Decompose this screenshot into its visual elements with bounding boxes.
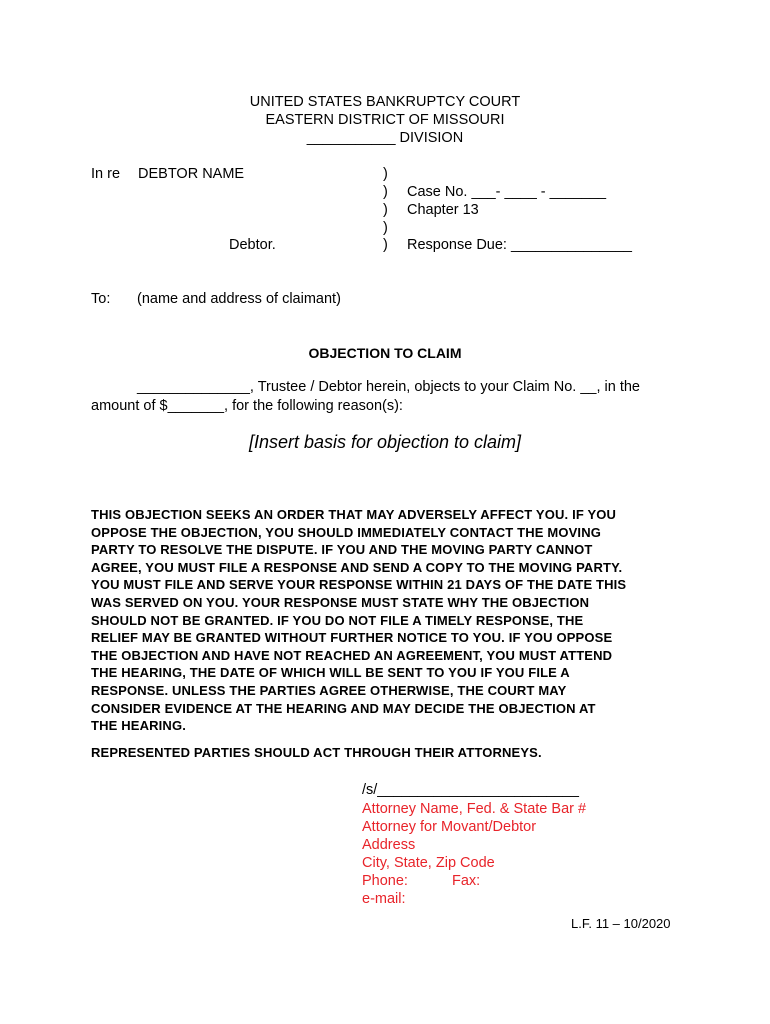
caption-paren: ) — [383, 237, 388, 253]
caption-paren: ) — [383, 202, 388, 218]
notice-line: THE HEARING. — [91, 718, 186, 734]
notice-line: THE OBJECTION AND HAVE NOT REACHED AN AGREEMENT, YOU MUST ATTEND — [91, 647, 613, 663]
in-re-label: In re — [91, 166, 121, 182]
debtor-name: DEBTOR NAME — [138, 166, 245, 182]
court-district: EASTERN DISTRICT OF MISSOURI — [265, 112, 505, 128]
caption-paren: ) — [383, 184, 388, 200]
to-label: To: — [91, 291, 111, 307]
notice-line: RELIEF MAY BE GRANTED WITHOUT FURTHER NOTICE TO YOU. IF YOU OPPOSE — [91, 630, 613, 646]
court-name: UNITED STATES BANKRUPTCY COURT — [249, 94, 521, 110]
represented-parties-note: REPRESENTED PARTIES SHOULD ACT THROUGH THEIR ATTORNEYS. — [91, 745, 542, 760]
notice-line: OPPOSE THE OBJECTION, YOU SHOULD IMMEDIATELY CONTACT THE MOVING — [91, 524, 601, 540]
debtor-label: Debtor. — [229, 237, 276, 253]
attorney-fax: Fax: — [452, 873, 481, 889]
court-division: ___________ DIVISION — [306, 130, 464, 146]
attorney-phone: Phone: — [362, 873, 408, 889]
attorney-city-state-zip: City, State, Zip Code — [362, 855, 495, 871]
chapter: Chapter 13 — [407, 202, 479, 218]
objection-body-line2: amount of $_______, for the following reason(s): — [91, 398, 403, 414]
form-number: L.F. 11 – 10/2020 — [571, 916, 671, 931]
objection-basis-placeholder: [Insert basis for objection to claim] — [248, 432, 522, 452]
notice-paragraph — [91, 506, 691, 735]
attorney-name: Attorney Name, Fed. & State Bar # — [362, 801, 587, 817]
notice-line: RESPONSE. UNLESS THE PARTIES AGREE OTHERWISE, THE COURT MAY — [91, 682, 567, 698]
caption-paren: ) — [383, 220, 388, 236]
response-due: Response Due: _______________ — [407, 237, 632, 253]
case-number: Case No. ___- ____ - _______ — [407, 184, 607, 200]
attorney-email: e-mail: — [362, 891, 406, 907]
attorney-address: Address — [362, 837, 416, 853]
signature-line: /s/_________________________ — [362, 782, 579, 798]
claimant-name-address: (name and address of claimant) — [137, 291, 341, 307]
notice-line: THIS OBJECTION SEEKS AN ORDER THAT MAY ADVERSELY AFFECT YOU. IF YOU — [91, 507, 617, 522]
document-title: OBJECTION TO CLAIM — [308, 345, 462, 361]
notice-line: THE HEARING, THE DATE OF WHICH WILL BE SENT TO YOU IF YOU FILE A — [91, 665, 570, 681]
notice-line: SHOULD NOT BE GRANTED. IF YOU DO NOT FILE A TIMELY RESPONSE, THE — [91, 612, 584, 628]
notice-line: AGREE, YOU MUST FILE A RESPONSE AND SEND A COPY TO THE MOVING PARTY. — [91, 559, 623, 575]
caption-paren: ) — [383, 166, 388, 182]
attorney-for: Attorney for Movant/Debtor — [362, 819, 537, 835]
notice-line: PARTY TO RESOLVE THE DISPUTE. IF YOU AND THE MOVING PARTY CANNOT — [91, 542, 593, 558]
notice-line: WAS SERVED ON YOU. YOUR RESPONSE MUST STATE WHY THE OBJECTION — [91, 594, 590, 610]
notice-line: CONSIDER EVIDENCE AT THE HEARING AND MAY DECIDE THE OBJECTION AT — [91, 700, 596, 716]
objection-body-line1: ______________, Trustee / Debtor herein, objects to your Claim No. __, in the — [137, 379, 640, 395]
notice-line: YOU MUST FILE AND SERVE YOUR RESPONSE WITHIN 21 DAYS OF THE DATE THIS — [91, 577, 627, 593]
